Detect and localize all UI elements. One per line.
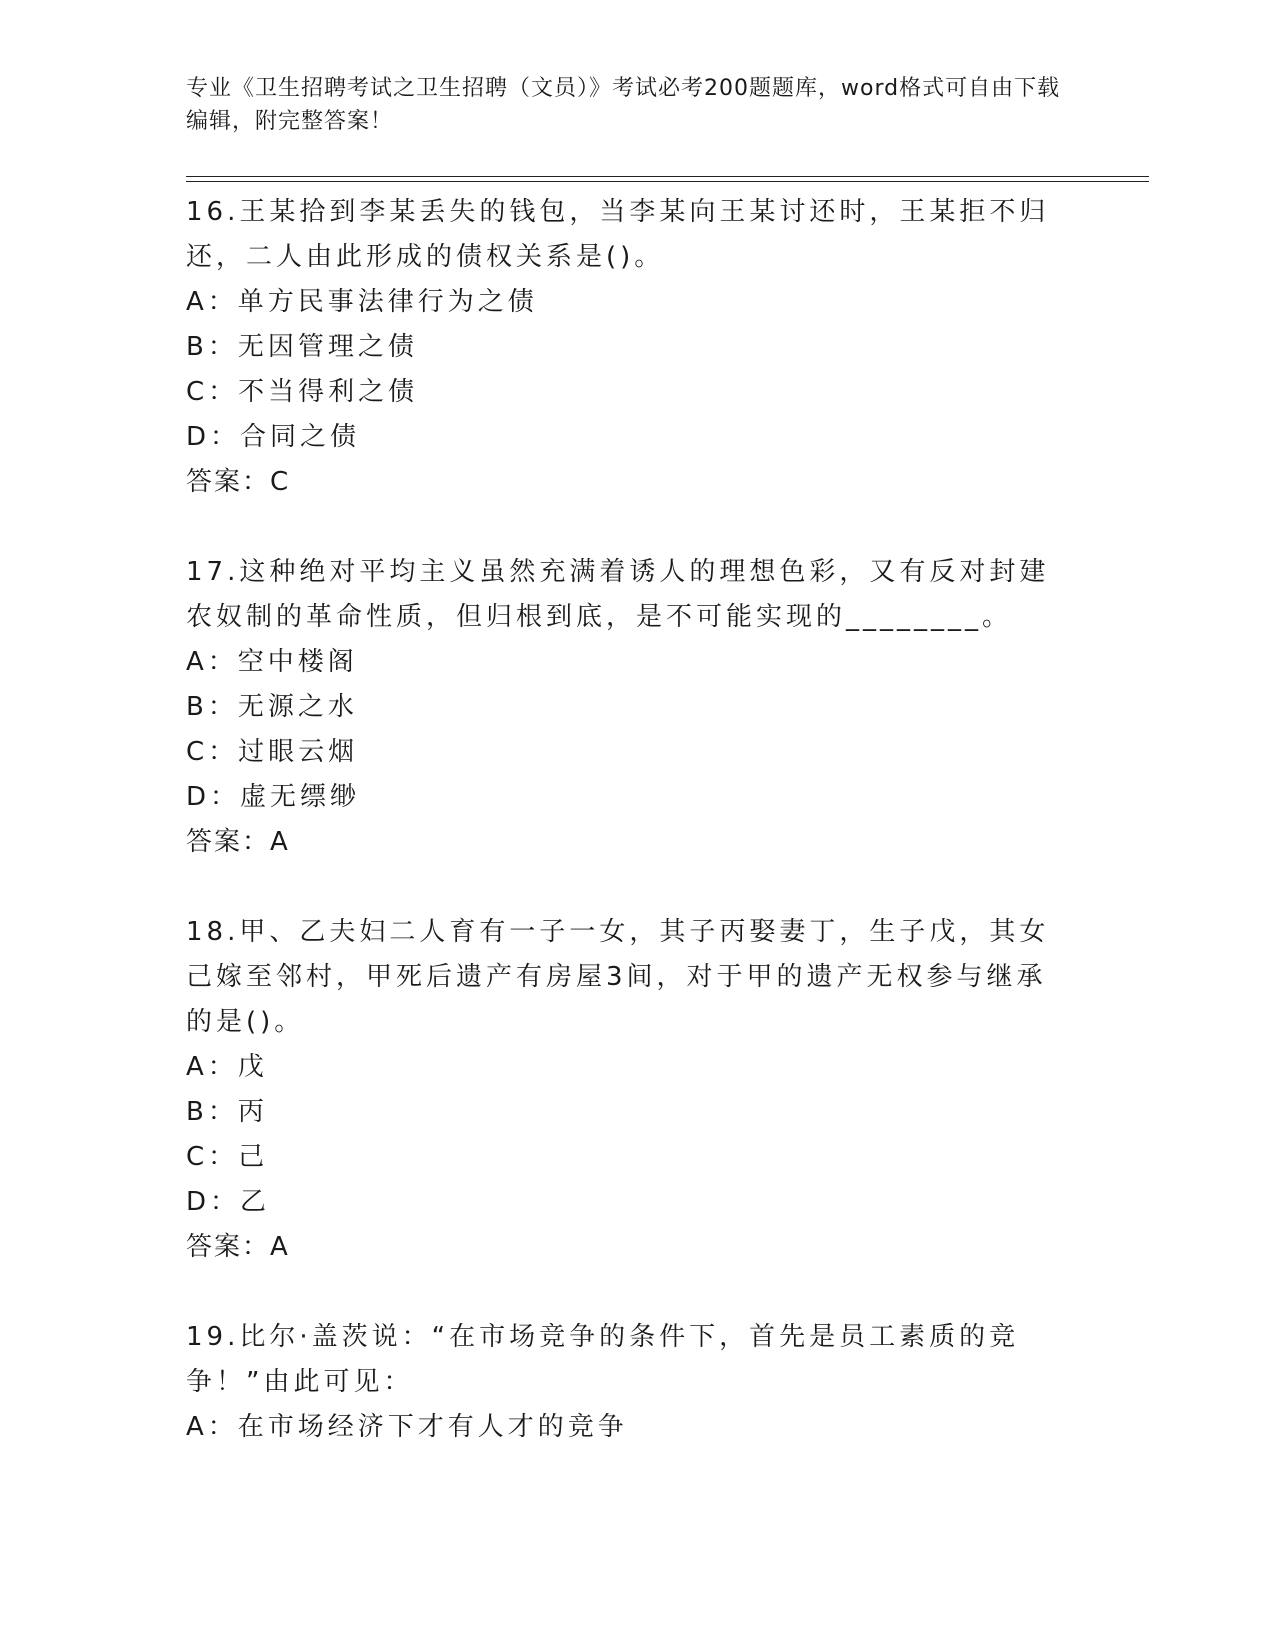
answer-line: 答案：A [186, 827, 290, 857]
option-c: C：过眼云烟 [186, 737, 359, 767]
option-d: D：虚无缥缈 [186, 782, 361, 812]
question-list [186, 190, 1066, 1495]
option-b: B：无因管理之债 [186, 332, 418, 362]
header-divider-bottom [186, 181, 1149, 182]
question-stem: 17.这种绝对平均主义虽然充满着诱人的理想色彩，又有反对封建农奴制的革命性质，但归根到底，是不可能实现的________。 [186, 557, 1050, 632]
question-stem: 19.比尔·盖茨说：“在市场竞争的条件下，首先是员工素质的竞争！”由此可见： [186, 1322, 1020, 1397]
option-b: B：无源之水 [186, 692, 358, 722]
option-d: D：乙 [186, 1187, 271, 1217]
option-d: D：合同之债 [186, 422, 361, 452]
option-a: A：单方民事法律行为之债 [186, 287, 538, 317]
question-18 [186, 910, 1066, 1270]
header-divider-top [186, 176, 1149, 177]
answer-line: 答案：C [186, 467, 291, 497]
option-c: C：己 [186, 1142, 269, 1172]
option-a: A：戊 [186, 1052, 268, 1082]
answer-line: 答案：A [186, 1232, 290, 1262]
document-header: 专业《卫生招聘考试之卫生招聘（文员）》考试必考200题题库，word格式可自由下载编辑，附完整答案！ [186, 76, 1061, 134]
question-stem: 16.王某拾到李某丢失的钱包，当李某向王某讨还时，王某拒不归还，二人由此形成的债权关系是()。 [186, 197, 1050, 272]
option-c: C：不当得利之债 [186, 377, 419, 407]
option-a: A：空中楼阁 [186, 647, 358, 677]
option-b: B：丙 [186, 1097, 268, 1127]
option-a: A：在市场经济下才有人才的竞争 [186, 1412, 628, 1442]
question-17 [186, 550, 1066, 865]
question-19 [186, 1315, 1066, 1450]
question-16 [186, 190, 1066, 505]
question-stem: 18.甲、乙夫妇二人育有一子一女，其子丙娶妻丁，生子戊，其女己嫁至邻村，甲死后遗产有房屋3间，对于甲的遗产无权参与继承的是()。 [186, 917, 1050, 1037]
